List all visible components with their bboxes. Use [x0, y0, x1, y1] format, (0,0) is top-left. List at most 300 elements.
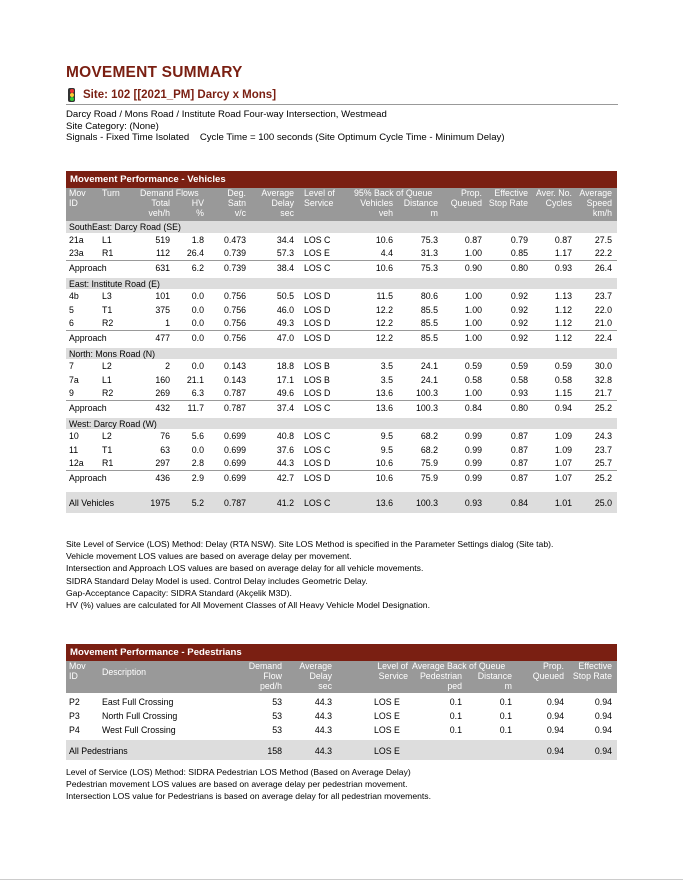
table-cell: 2 [165, 361, 170, 371]
table-cell: 85.5 [420, 304, 438, 315]
col-speed: Average Speed km/h [579, 188, 612, 218]
total-row [66, 740, 617, 760]
col-stop: Effective Stop Rate [488, 188, 528, 208]
table-cell: LOS D [304, 304, 331, 315]
table-cell: 0.787 [223, 402, 246, 413]
table-cell: LOS B [304, 374, 330, 385]
section-name: SouthEast: Darcy Road (SE) [69, 222, 181, 232]
table-cell: 27.5 [594, 234, 612, 245]
approach-row [66, 260, 617, 278]
table-cell: 375 [155, 304, 170, 315]
table-cell: LOS D [304, 318, 331, 328]
table-cell: 0.99 [464, 431, 482, 441]
table-cell: 24.1 [420, 361, 438, 371]
col-satn: Deg. Satn v/c [227, 188, 246, 218]
table-cell: 0.93 [510, 388, 528, 398]
table-cell: 100.3 [415, 402, 438, 413]
col-queue: Average Back of Queue [412, 661, 506, 671]
table-cell: 0.699 [223, 431, 246, 441]
table-cell: 50.5 [276, 291, 294, 301]
table-cell: LOS C [304, 444, 331, 455]
table-cell: 0.92 [510, 318, 528, 328]
table-cell: LOS C [304, 431, 331, 441]
table-cell: 3.5 [380, 374, 393, 385]
table-cell: 0.59 [464, 361, 482, 371]
table-cell: LOS D [304, 332, 331, 343]
table-cell: 0.143 [223, 374, 246, 385]
table-cell: 85.5 [420, 332, 438, 343]
table-cell: 0.1 [449, 711, 462, 721]
table-cell: 47.0 [276, 332, 294, 343]
table-cell: 1.12 [554, 332, 572, 343]
table-cell: 0.87 [510, 472, 528, 483]
col-los: Level of Service [377, 661, 408, 681]
table-cell: P3 [69, 711, 80, 721]
table-cell: LOS B [304, 361, 330, 371]
table-cell: LOS D [304, 291, 331, 301]
table-cell: R2 [102, 388, 114, 398]
table-cell: 53 [272, 725, 282, 735]
table-cell: 1.07 [554, 472, 572, 483]
table-cell: 160 [155, 374, 170, 385]
table-cell: 75.9 [420, 458, 438, 468]
table-cell: 1.13 [554, 291, 572, 301]
table-cell: 24.1 [420, 374, 438, 385]
table-cell: 0.473 [223, 234, 246, 245]
table-cell: 44.3 [314, 711, 332, 721]
table-cell: 1.12 [554, 304, 572, 315]
table-cell: 5.6 [191, 431, 204, 441]
table-cell: 0.85 [510, 248, 528, 258]
table-cell: 23.7 [594, 291, 612, 301]
table-cell: LOS E [304, 248, 330, 258]
table-cell: 18.8 [276, 361, 294, 371]
table-cell: 112 [155, 248, 170, 258]
table-cell: 25.7 [594, 458, 612, 468]
table-cell: 0.94 [546, 746, 564, 756]
table-cell: Approach [69, 332, 107, 343]
col-distance: Distance m [477, 671, 512, 691]
table-cell: 0.1 [499, 697, 512, 707]
table-cell: 0.94 [546, 711, 564, 721]
table-cell: LOS E [374, 697, 400, 707]
total-row [66, 492, 617, 513]
table-cell: 1 [165, 318, 170, 328]
table-cell: 10.6 [375, 262, 393, 273]
table-cell: 0.87 [510, 444, 528, 455]
col-demand: Demand Flow ped/h [248, 661, 282, 691]
section-name: North: Mons Road (N) [69, 348, 156, 359]
table-cell: 13.6 [375, 388, 393, 398]
table-cell: 0.80 [510, 262, 528, 273]
table-row [66, 723, 617, 737]
table-cell: R1 [102, 458, 114, 468]
table-cell: Approach [69, 402, 107, 413]
table-cell: 1.12 [554, 318, 572, 328]
table-row [66, 233, 617, 247]
table-cell: 0.756 [223, 291, 246, 301]
table-cell: 12.2 [375, 332, 393, 343]
approach-row [66, 470, 617, 488]
table-cell: 42.7 [276, 472, 294, 483]
col-prop: Prop. Queued [532, 661, 564, 681]
table-row [66, 303, 617, 317]
table-cell: 22.2 [594, 248, 612, 258]
table-cell: 1.00 [464, 291, 482, 301]
table-cell: 25.2 [594, 402, 612, 413]
table-cell: 10.6 [375, 472, 393, 483]
table-cell: 0.699 [223, 472, 246, 483]
table-cell: 80.6 [420, 291, 438, 301]
table-cell: L1 [102, 234, 112, 245]
table-cell: 22.4 [594, 332, 612, 343]
table-cell: 0.59 [554, 361, 572, 371]
site-description [66, 109, 505, 144]
table-cell: R1 [102, 248, 114, 258]
table-cell: 0.1 [499, 711, 512, 721]
table-cell: 0.699 [223, 444, 246, 455]
table-cell: 12.2 [375, 304, 393, 315]
table-cell: 0.99 [464, 472, 482, 483]
page-bottom-rule [0, 879, 683, 880]
table-cell: 53 [272, 697, 282, 707]
table-cell: 24.3 [594, 431, 612, 441]
col-description: Description [102, 667, 147, 677]
table-cell: 11.7 [187, 402, 204, 413]
table-cell: LOS E [374, 725, 400, 735]
pedestrian-performance-table [66, 644, 617, 760]
table-cell: 75.9 [420, 472, 438, 483]
table-cell: 0.93 [464, 497, 482, 508]
table-cell: 21.7 [594, 388, 612, 398]
table-cell: Approach [69, 262, 107, 273]
table-cell: 0.92 [510, 304, 528, 315]
table-cell: 0.94 [594, 697, 612, 707]
table-cell: 44.3 [314, 697, 332, 707]
table-cell: 0.0 [191, 332, 204, 343]
col-distance: Distance m [403, 198, 438, 218]
table-row [66, 386, 617, 400]
table-cell: 0.787 [223, 497, 246, 508]
col-queue: 95% Back of Queue [354, 188, 433, 198]
table-cell: 68.2 [420, 444, 438, 455]
table-cell: 297 [155, 458, 170, 468]
col-demand: Demand Flows [140, 188, 199, 198]
table-cell: 0.99 [464, 444, 482, 455]
table-cell: 13.6 [375, 402, 393, 413]
table-cell: 0.92 [510, 291, 528, 301]
table-cell: 7 [69, 361, 74, 371]
table-cell: L1 [102, 374, 112, 385]
note-line: HV (%) values are calculated for All Movement Classes of All Heavy Vehicle Model Designation. [66, 600, 430, 611]
table-cell: 0.143 [223, 361, 246, 371]
table-cell: 0.739 [223, 248, 246, 258]
approach-row [66, 400, 617, 418]
table-cell: 75.3 [420, 234, 438, 245]
col-prop: Prop. Queued [450, 188, 482, 208]
table-cell: 21.0 [594, 318, 612, 328]
note-line: Intersection LOS value for Pedestrians is based on average delay for all pedestrian movements. [66, 791, 431, 802]
table-cell: 75.3 [420, 262, 438, 273]
table-cell: East Full Crossing [102, 697, 174, 707]
table-cell: 49.6 [276, 388, 294, 398]
table-cell: 0.94 [594, 746, 612, 756]
table-cell: 101 [155, 291, 170, 301]
pedestrian-notes [66, 766, 431, 803]
description-line: Site Category: (None) [66, 120, 159, 132]
table-cell: 30.0 [594, 361, 612, 371]
table-cell: 158 [267, 746, 282, 756]
table-cell: 1.8 [191, 234, 204, 245]
table-cell: L3 [102, 291, 112, 301]
table-cell: 11.5 [376, 291, 393, 301]
col-delay: Average Delay sec [261, 188, 294, 218]
table-cell: 25.0 [594, 497, 612, 508]
table-cell: 100.3 [415, 388, 438, 398]
table-cell: 0.739 [223, 262, 246, 273]
table-cell: 76 [160, 431, 170, 441]
description-line: Signals - Fixed Time Isolated Cycle Time = 100 seconds (Site Optimum Cycle Time - Minimum Delay) [66, 132, 505, 144]
table-cell: 0.756 [223, 318, 246, 328]
table-cell: Approach [69, 472, 107, 483]
table-cell: 1.00 [464, 248, 482, 258]
table-cell: 26.4 [186, 248, 204, 258]
table-cell: LOS C [304, 234, 331, 245]
table-cell: 10.6 [375, 458, 393, 468]
table-cell: T1 [102, 304, 113, 315]
table-cell: 7a [69, 374, 79, 385]
table-cell: 12.2 [375, 318, 393, 328]
table-row [66, 443, 617, 457]
note-line: Level of Service (LOS) Method: SIDRA Pedestrian LOS Method (Based on Average Delay) [66, 767, 411, 777]
table-cell: 63 [160, 444, 170, 455]
table-cell: 38.4 [276, 262, 294, 273]
table-cell: 0.756 [223, 332, 246, 343]
note-line: Vehicle movement LOS values are based on average delay per movement. [66, 551, 352, 562]
table-cell: 0.92 [510, 332, 528, 343]
table-row [66, 359, 617, 373]
note-line: Gap-Acceptance Capacity: SIDRA Standard (Akçelik M3D). [66, 587, 292, 598]
table-cell: 1.00 [464, 332, 482, 343]
table-cell: L2 [102, 431, 112, 441]
table-cell: 37.4 [276, 402, 294, 413]
table-cell: LOS C [304, 402, 331, 413]
table-cell: T1 [102, 444, 113, 455]
table-cell: 1.00 [464, 388, 482, 398]
vehicle-notes [66, 538, 553, 611]
col-total: Total veh/h [148, 198, 170, 218]
table-cell: LOS E [374, 746, 400, 756]
section-heading [66, 348, 617, 360]
table-cell: 10.6 [375, 234, 393, 245]
table-cell: 6 [69, 318, 74, 328]
table-cell: 10 [69, 431, 79, 441]
table-cell: L2 [102, 361, 112, 371]
table-cell: 1.07 [554, 458, 572, 468]
table-cell: 1.00 [464, 304, 482, 315]
table-cell: 0.59 [510, 361, 528, 371]
table-cell: 0.87 [510, 458, 528, 468]
table-heading: Movement Performance - Vehicles [66, 171, 617, 188]
table-cell: 1.15 [554, 388, 572, 398]
table-cell: 9.5 [380, 444, 393, 455]
table-cell: 0.87 [464, 234, 482, 245]
table-row [66, 373, 617, 387]
table-cell: 32.8 [594, 374, 612, 385]
section-heading [66, 418, 617, 430]
table-cell: 0.93 [554, 262, 572, 273]
table-cell: R2 [102, 318, 114, 328]
table-cell: 6.3 [191, 388, 204, 398]
table-cell: 0.699 [223, 458, 246, 468]
table-cell: 269 [155, 388, 170, 398]
table-cell: 9 [69, 388, 74, 398]
table-cell: 631 [155, 262, 170, 273]
column-headers [66, 188, 617, 221]
table-cell: 25.2 [594, 472, 612, 483]
table-cell: 4.4 [380, 248, 393, 258]
col-delay: Average Delay sec [299, 661, 332, 691]
table-cell: 31.3 [420, 248, 438, 258]
col-stop: Effective Stop Rate [572, 661, 612, 681]
table-cell: West Full Crossing [102, 725, 176, 735]
table-cell: 21.1 [186, 374, 204, 385]
table-cell: 44.3 [314, 725, 332, 735]
table-row [66, 429, 617, 443]
table-row [66, 246, 617, 260]
table-cell: 0.94 [594, 725, 612, 735]
table-cell: 100.3 [415, 497, 438, 508]
vehicle-performance-table [66, 171, 617, 513]
table-cell: 21a [69, 234, 84, 245]
table-cell: 0.756 [223, 304, 246, 315]
table-cell: 0.87 [554, 234, 572, 245]
col-cycles: Aver. No. Cycles [535, 188, 572, 208]
table-cell: 6.2 [191, 262, 204, 273]
table-cell: 1.17 [554, 248, 572, 258]
col-mov: Mov ID [69, 188, 86, 208]
table-cell: 0.0 [191, 304, 204, 315]
note-line: Site Level of Service (LOS) Method: Delay (RTA NSW). Site LOS Method is specified in the Parameter Settings dialog (Site tab). [66, 539, 554, 549]
table-cell: 23.7 [594, 444, 612, 455]
table-cell: 0.0 [191, 361, 204, 371]
table-cell: 57.3 [276, 248, 294, 258]
note-line: Pedestrian movement LOS values are based on average delay per pedestrian movement. [66, 779, 408, 790]
table-cell: 432 [155, 402, 170, 413]
table-cell: 0.1 [449, 697, 462, 707]
table-cell: 0.94 [546, 697, 564, 707]
table-cell: 2.8 [191, 458, 204, 468]
traffic-signal-icon [68, 88, 75, 102]
table-cell: 0.94 [594, 711, 612, 721]
table-cell: 0.87 [510, 431, 528, 441]
table-cell: 85.5 [420, 318, 438, 328]
table-cell: 3.5 [380, 361, 393, 371]
table-cell: 0.58 [464, 374, 482, 385]
note-line: Intersection and Approach LOS values are based on average delay for all vehicle movements. [66, 563, 424, 574]
table-cell: LOS E [374, 711, 400, 721]
table-cell: 0.58 [510, 374, 528, 385]
table-row [66, 316, 617, 330]
table-cell: 0.90 [464, 262, 482, 273]
table-row [66, 289, 617, 303]
table-cell: LOS C [304, 262, 331, 273]
table-cell: LOS C [304, 497, 331, 508]
page-title: MOVEMENT SUMMARY [66, 64, 243, 81]
table-cell: 68.2 [420, 431, 438, 441]
section-name: West: Darcy Road (W) [69, 418, 157, 429]
table-cell: 519 [155, 234, 170, 245]
table-cell: 1.00 [464, 318, 482, 328]
col-mov: Mov ID [69, 661, 86, 681]
table-cell: 44.3 [276, 458, 294, 468]
table-cell: 0.0 [191, 318, 204, 328]
section-name: East: Institute Road (E) [69, 278, 160, 289]
table-cell: 23a [69, 248, 84, 258]
table-cell: 53 [272, 711, 282, 721]
table-cell: 1.09 [554, 444, 572, 455]
table-cell: 17.1 [276, 374, 294, 385]
table-heading: Movement Performance - Pedestrians [66, 644, 617, 661]
site-title: Site: 102 [[2021_PM] Darcy x Mons] [83, 89, 277, 101]
site-heading [66, 88, 618, 105]
table-cell: LOS D [304, 458, 331, 468]
table-cell: All Pedestrians [69, 746, 128, 756]
table-cell: 41.2 [276, 497, 294, 508]
table-cell: 0.94 [554, 402, 572, 413]
table-cell: P4 [69, 725, 80, 735]
table-cell: 1.09 [554, 431, 572, 441]
table-cell: LOS D [304, 388, 331, 398]
table-cell: 49.3 [276, 318, 294, 328]
table-cell: 0.58 [554, 374, 572, 385]
table-row [66, 709, 617, 723]
table-cell: 5 [69, 304, 74, 315]
description-line: Darcy Road / Mons Road / Institute Road Four-way Intersection, Westmead [66, 109, 387, 120]
table-cell: 44.3 [314, 746, 332, 756]
table-cell: North Full Crossing [102, 711, 178, 721]
col-vehicles: Vehicles veh [360, 198, 393, 218]
table-cell: 34.4 [276, 234, 294, 245]
table-cell: 0.0 [191, 444, 204, 455]
table-cell: 13.6 [375, 497, 393, 508]
table-cell: 5.2 [191, 497, 204, 508]
table-cell: 0.94 [546, 725, 564, 735]
col-hv: HV % [191, 198, 204, 218]
table-cell: 22.0 [594, 304, 612, 315]
table-cell: 0.80 [510, 402, 528, 413]
table-cell: 0.84 [510, 497, 528, 508]
approach-row [66, 330, 617, 348]
table-cell: 9.5 [380, 431, 393, 441]
table-cell: 37.6 [276, 444, 294, 455]
section-heading [66, 221, 617, 233]
table-cell: 0.1 [449, 725, 462, 735]
table-cell: 4b [69, 291, 79, 301]
table-cell: 477 [155, 332, 170, 343]
column-headers [66, 661, 617, 693]
table-cell: 11 [69, 444, 79, 455]
table-cell: 12a [69, 458, 84, 468]
table-cell: 2.9 [191, 472, 204, 483]
note-line: SIDRA Standard Delay Model is used. Control Delay includes Geometric Delay. [66, 575, 368, 586]
table-row [66, 695, 617, 709]
table-cell: 0.84 [464, 402, 482, 413]
table-cell: 40.8 [276, 431, 294, 441]
table-cell: 0.0 [191, 291, 204, 301]
col-pedestrian: Pedestrian ped [419, 671, 462, 691]
table-cell: 0.79 [510, 234, 528, 245]
